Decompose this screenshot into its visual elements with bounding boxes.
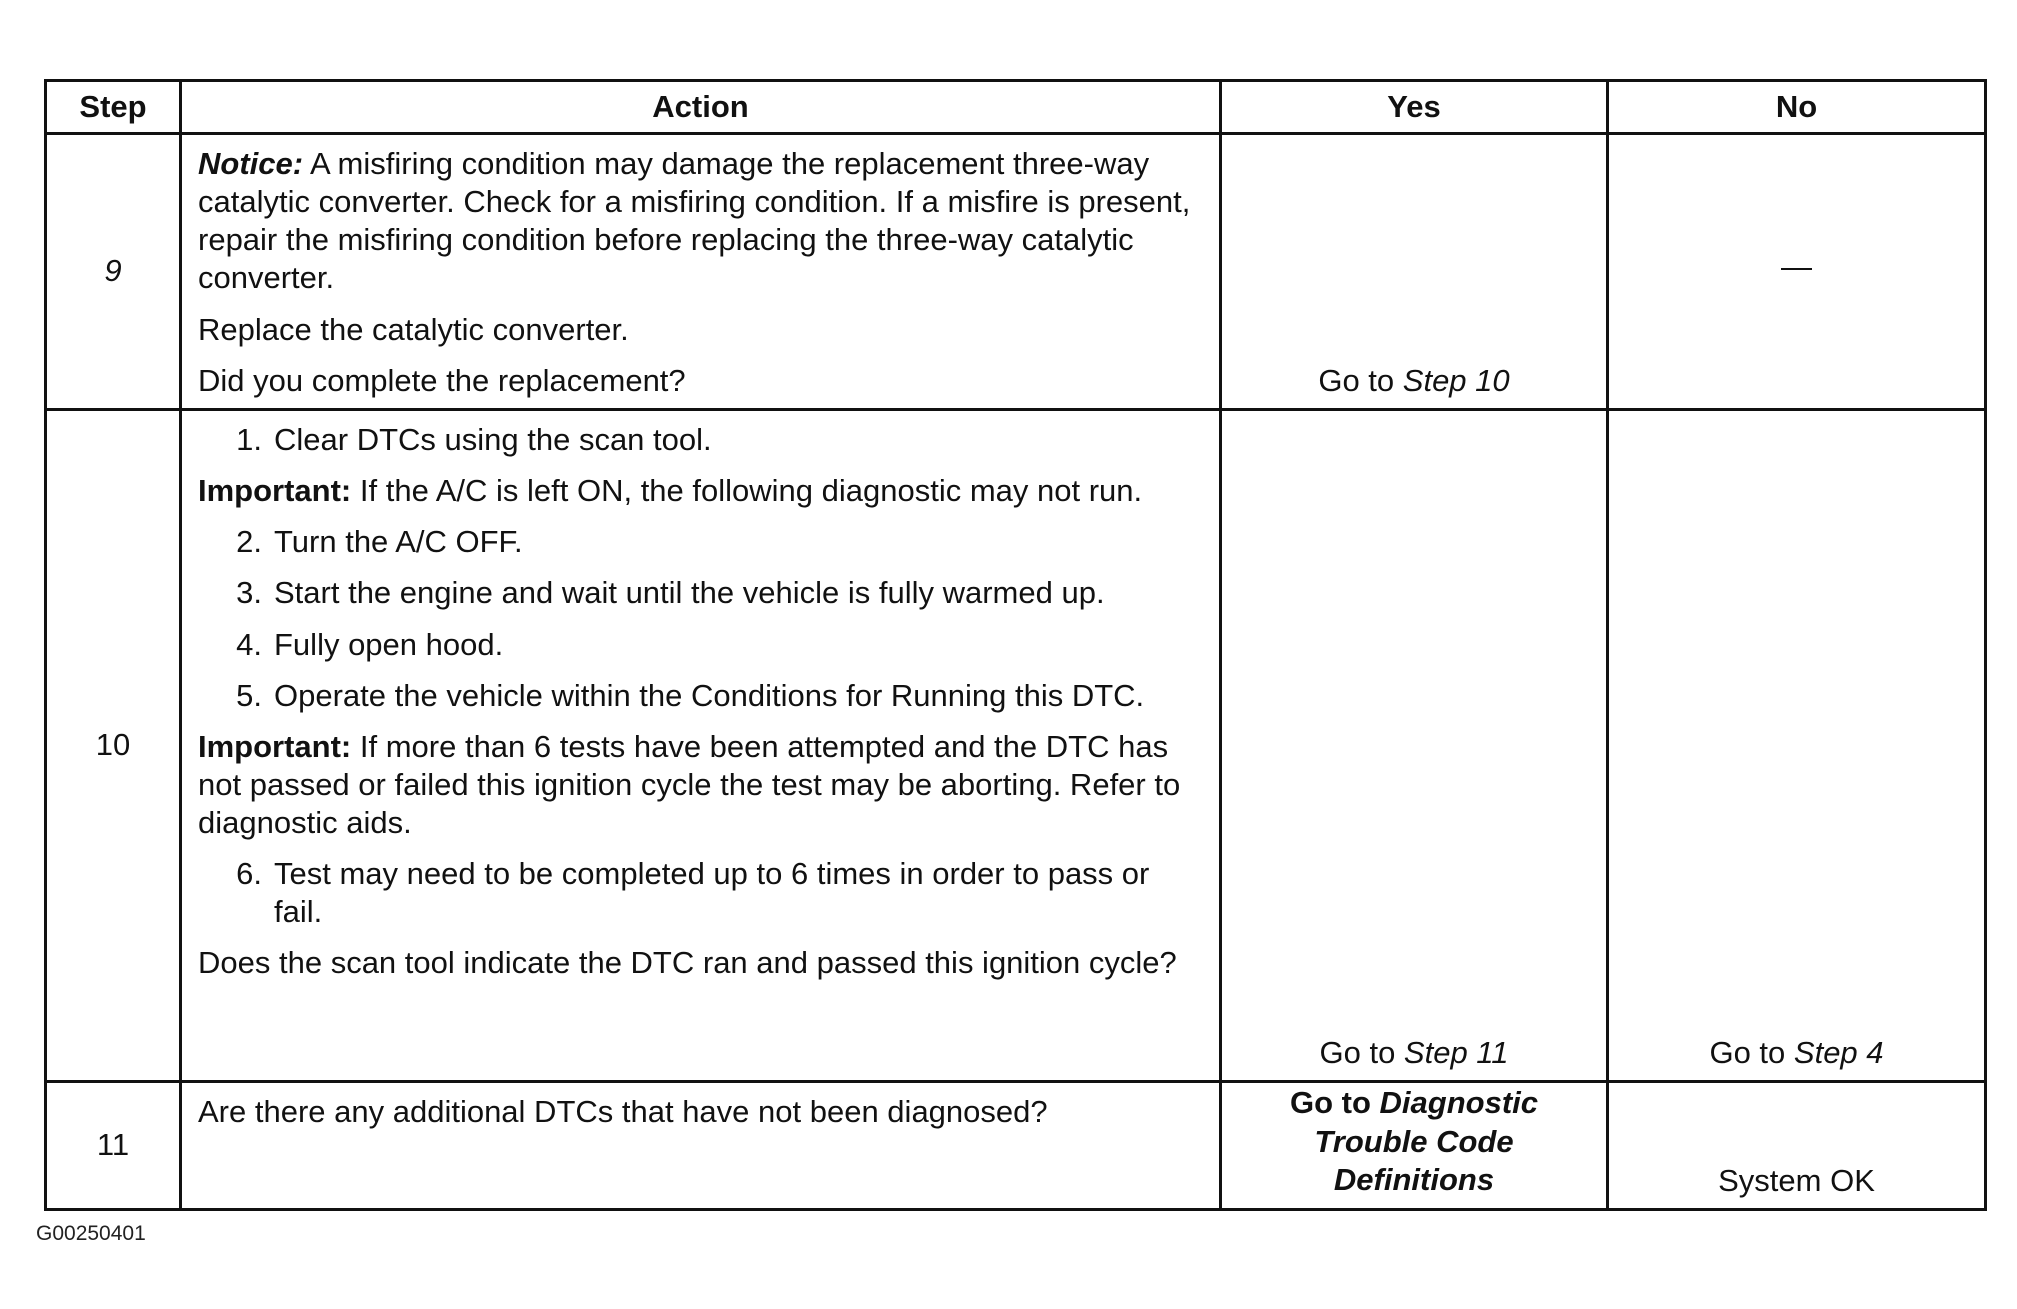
list-item (198, 677, 1205, 715)
important-label: Important: (198, 473, 352, 509)
yes-prefix: Go to (1319, 1034, 1404, 1070)
action-cell (181, 410, 1221, 1082)
yes-diagnostic-link[interactable] (1222, 1084, 1606, 1200)
important-label: Important: (198, 728, 352, 764)
yes-cell (1221, 134, 1608, 410)
header-action: Action (181, 81, 1221, 134)
important-paragraph (198, 472, 1205, 510)
table-row-step-11 (46, 1082, 1986, 1210)
list-number: 4. (236, 626, 262, 662)
list-number: 3. (236, 575, 262, 611)
header-yes: Yes (1221, 81, 1608, 134)
list-item (198, 574, 1205, 612)
yes-link-line3: Definitions (1333, 1162, 1495, 1198)
important-text: If the A/C is left ON, the following diagnostic may not run. (351, 473, 1143, 509)
yes-cell (1221, 1082, 1608, 1210)
yes-prefix: Go to (1289, 1084, 1380, 1120)
list-number: 2. (236, 524, 262, 560)
notice-text: A misfiring condition may damage the replacement three-way catalytic converter. Check for a misfiring condition. If a misfire is present, repair the misfiring condition before replacing the three-way catalytic converter. (198, 146, 1191, 296)
no-cell (1608, 410, 1986, 1082)
question-text: Does the scan tool indicate the DTC ran and passed this ignition cycle? (198, 945, 1177, 981)
step-number: 9 (46, 134, 181, 410)
step-number: 10 (46, 410, 181, 1082)
yes-prefix: Go to (1318, 362, 1403, 398)
list-text: Fully open hood. (274, 626, 504, 662)
yes-step-link[interactable]: Step 10 (1402, 362, 1510, 398)
no-prefix: Go to (1709, 1034, 1794, 1070)
list-item (198, 421, 1205, 459)
yes-link-line2: Trouble Code (1314, 1123, 1514, 1159)
instruction-text: Replace the catalytic converter. (198, 311, 629, 347)
yes-step-link[interactable]: Step 11 (1403, 1034, 1509, 1070)
action-cell (181, 134, 1221, 410)
list-number: 5. (236, 677, 262, 713)
list-number: 6. (236, 856, 262, 892)
important-text: If more than 6 tests have been attempted and the DTC has not passed or failed this ignition cycle the test may be aborting. Refer to diagnostic aids. (198, 728, 1181, 840)
list-item (198, 855, 1205, 931)
list-text: Operate the vehicle within the Conditions for Running this DTC. (274, 677, 1145, 713)
no-dash: — (1781, 249, 1812, 285)
header-row (46, 81, 1986, 134)
header-no: No (1608, 81, 1986, 134)
figure-id: G00250401 (36, 1222, 146, 1245)
action-cell (181, 1082, 1221, 1210)
list-text: Test may need to be completed up to 6 times in order to pass or fail. (274, 856, 1150, 930)
header-step: Step (46, 81, 181, 134)
yes-link-line1: Diagnostic (1379, 1084, 1538, 1120)
notice-paragraph (198, 145, 1205, 298)
list-number: 1. (236, 422, 262, 457)
list-item (198, 523, 1205, 561)
list-text: Start the engine and wait until the vehicle is fully warmed up. (274, 575, 1105, 611)
step-number: 11 (46, 1082, 181, 1210)
table-row-step-9 (46, 134, 1986, 410)
important-paragraph (198, 728, 1205, 842)
yes-cell (1221, 410, 1608, 1082)
list-text: Turn the A/C OFF. (274, 524, 523, 560)
table-row-step-10 (46, 410, 1986, 1082)
list-text: Clear DTCs using the scan tool. (274, 422, 712, 457)
notice-label: Notice: (198, 146, 304, 181)
question-text: Did you complete the replacement? (198, 362, 686, 398)
question-text: Are there any additional DTCs that have not been diagnosed? (198, 1094, 1048, 1129)
list-item (198, 626, 1205, 664)
no-cell (1608, 1082, 1986, 1210)
no-step-link[interactable]: Step 4 (1793, 1034, 1884, 1070)
no-cell (1608, 134, 1986, 410)
no-result: System OK (1718, 1162, 1875, 1198)
diagnostic-table (44, 79, 1987, 1211)
